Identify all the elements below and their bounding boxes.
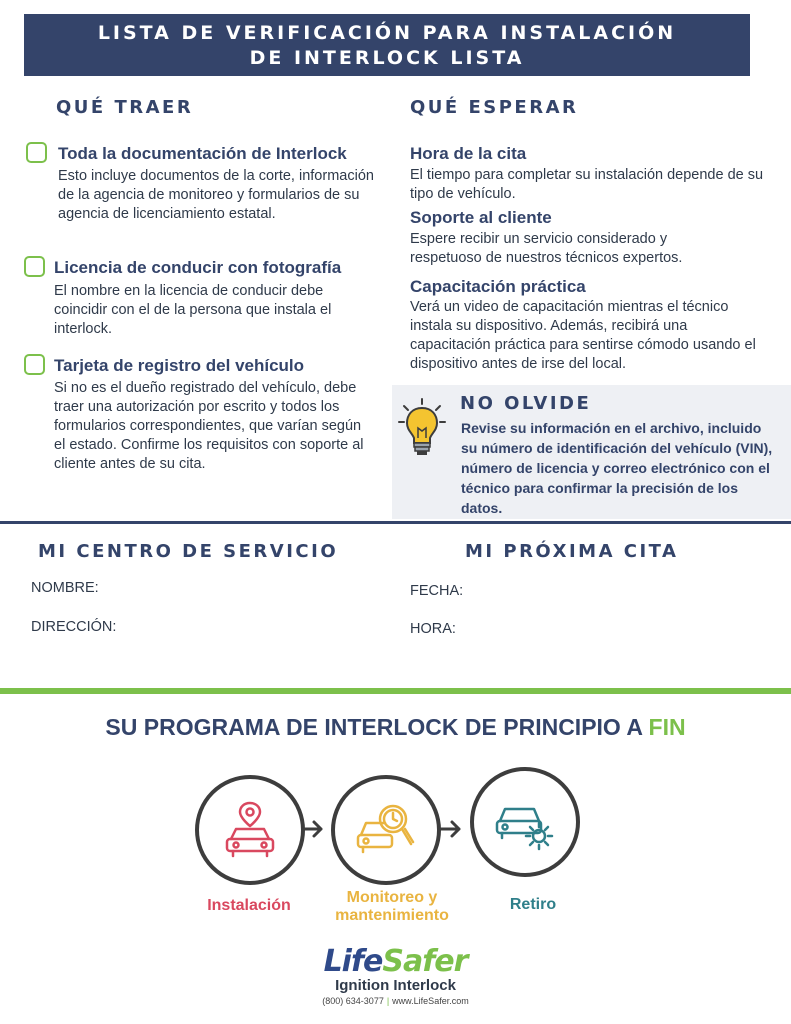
lifesafer-logo [0,944,791,979]
step-removal-circle [470,767,580,877]
time-label: HORA: [410,621,456,637]
step-removal-label: Retiro [509,896,557,913]
contact-separator: | [386,996,390,1006]
step-monitoring-label-line2: mantenimiento [335,907,449,924]
expect-item-text: Espere recibir un servicio considerado y respetuoso de nuestros técnicos expertos. [410,231,683,266]
phone-number: (800) 634-3077 [322,996,384,1006]
green-divider [0,688,791,694]
lightbulb-icon [398,398,446,462]
reminder-text: Revise su información en el archivo, incluido su número de identificación del vehículo (VIN), número de licencia y correo electrónico con el técnico para confirmar la precisión de los datos. [461,420,773,516]
next-appointment-heading: MI PRÓXIMA CITA [465,541,679,562]
address-label: DIRECCIÓN: [31,619,117,635]
step-installation-label: Instalación [207,897,291,914]
program-title-main: SU PROGRAMA DE INTERLOCK DE PRINCIPIO A [105,714,643,740]
logo-part2: Safer [382,944,468,979]
name-label: NOMBRE: [31,580,99,596]
program-title [0,714,791,741]
step-monitoring-circle [331,775,441,885]
bring-item-title: Tarjeta de registro del vehículo [54,356,305,375]
step-monitoring-label-line1: Monitoreo y [346,889,438,906]
bring-item-title: Toda la documentación de Interlock [58,144,347,163]
step-monitoring-label [314,889,470,925]
service-center-heading: MI CENTRO DE SERVICIO [38,541,339,562]
page-title-line1: LISTA DE VERIFICACIÓN PARA INSTALACIÓN [97,22,677,44]
bring-item-title: Licencia de conducir con fotografía [54,258,342,277]
car-gear-icon [494,791,556,853]
page-title-line2: DE INTERLOCK LISTA [249,47,525,69]
bring-heading: QUÉ TRAER [56,97,194,118]
car-location-icon [219,799,281,861]
section-divider [0,521,791,524]
expect-item-text: Verá un video de capacitación mientras el técnico instala su dispositivo. Además, recibirá una capacitación práctica para sentirse cómodo usando el dispositivo antes de irse del local. [410,299,756,372]
program-title-accent: FIN [648,714,686,740]
expect-item-text: El tiempo para completar su instalación depende de su tipo de vehículo. [410,167,764,202]
date-label: FECHA: [410,583,464,599]
bring-item-text: Si no es el dueño registrado del vehículo, debe traer una autorización por escrito y todos los formularios correspondientes, que varían según el estado. Confirme los requisitos con soporte al cliente antes de su cita. [54,380,364,472]
page-title-banner [24,14,750,76]
logo-contact [0,996,791,1006]
car-magnifier-icon [355,799,417,861]
website-link[interactable]: www.LifeSafer.com [392,996,469,1006]
bring-item-text: El nombre en la licencia de conducir debe coincidir con el de la persona que instala el interlock. [54,283,332,337]
checkbox-registration[interactable] [24,354,45,375]
logo-part1: Life [323,944,383,979]
expect-item-title: Hora de la cita [410,144,527,163]
checkbox-license[interactable] [24,256,45,277]
step-installation-circle [195,775,305,885]
expect-heading: QUÉ ESPERAR [410,97,579,118]
checkbox-documentation[interactable] [26,142,47,163]
expect-item-title: Soporte al cliente [410,208,552,227]
arrow-right-icon [301,819,325,839]
bring-item-text: Esto incluye documentos de la corte, información de la agencia de monitoreo y formularios de su agencia de licenciamiento estatal. [58,168,374,222]
arrow-right-icon [439,819,463,839]
expect-item-title: Capacitación práctica [410,277,586,296]
logo-subtitle: Ignition Interlock [335,977,456,994]
reminder-title: NO OLVIDE [460,393,592,414]
